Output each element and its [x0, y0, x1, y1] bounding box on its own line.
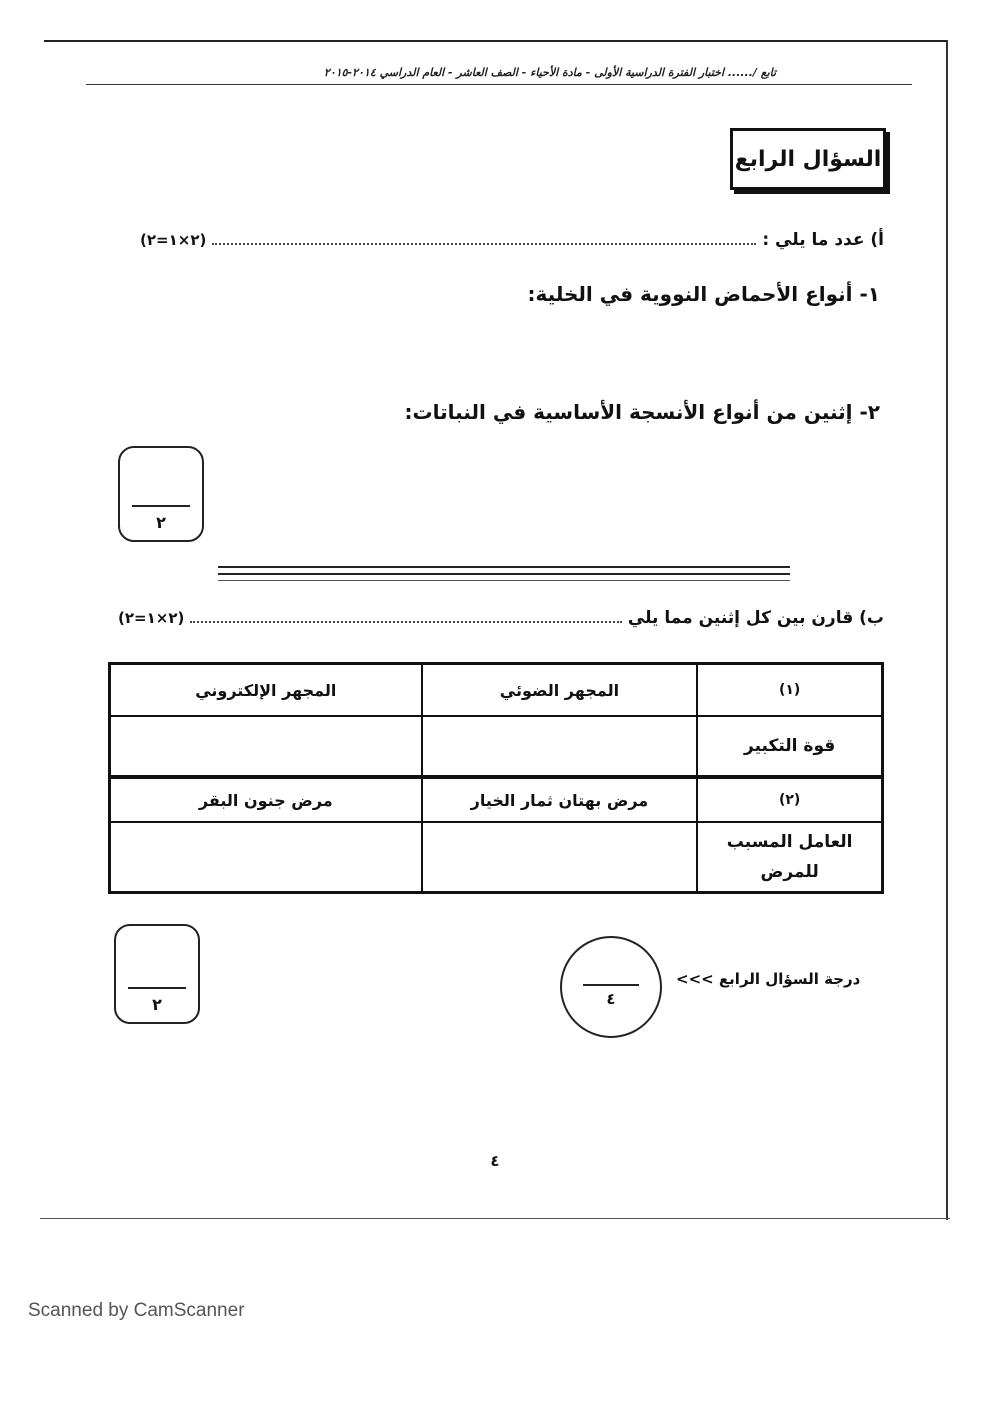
part-a-marks: (٢×١=٢)	[140, 231, 207, 249]
part-a-dotted-leader	[212, 233, 756, 245]
part-b-score-box	[114, 924, 200, 1024]
part-a-score-box	[118, 446, 204, 542]
compare-item-2: المجهر الإلكتروني	[110, 664, 422, 717]
score-fraction-bar	[132, 505, 190, 507]
part-b-heading	[118, 608, 884, 628]
part-b-label: ب) قارن بين كل إثنين مما يلي	[627, 608, 884, 628]
total-score-circle	[560, 936, 662, 1038]
part-a-item-1: ١- أنواع الأحماض النووية في الخلية:	[527, 282, 880, 306]
table-row	[110, 716, 883, 777]
section-title: السؤال الرابع	[734, 146, 882, 172]
part-b-dotted-leader	[190, 611, 622, 623]
comparison-table	[108, 662, 884, 894]
page-border-top	[44, 40, 948, 42]
part-a-heading	[140, 230, 884, 250]
scanner-watermark: Scanned by CamScanner	[28, 1300, 245, 1321]
header-divider	[86, 84, 912, 85]
exam-header: تابع /...... اختبار الفترة الدراسية الأولى - مادة الأحياء - الصف العاشر - العام الدراسي ٢٠١٤-٢٠١٥	[323, 66, 777, 79]
answer-cell[interactable]	[110, 716, 422, 777]
part-b-marks: (٢×١=٢)	[118, 609, 185, 627]
table-row	[110, 664, 883, 717]
page-border-right	[946, 40, 948, 1220]
row-number: (٢)	[697, 777, 882, 822]
comparison-criterion: قوة التكبير	[697, 716, 882, 777]
table-row	[110, 822, 883, 893]
row-number: (١)	[697, 664, 882, 717]
section-separator	[218, 580, 790, 581]
section-title-box	[730, 128, 886, 190]
part-a-item-2: ٢- إثنين من أنواع الأنسجة الأساسية في النباتات:	[404, 400, 880, 424]
section-separator	[218, 573, 790, 575]
total-score-label: درجة السؤال الرابع >>>	[676, 970, 861, 988]
page-border-bottom	[40, 1218, 950, 1219]
part-a-label: أ) عدد ما يلي :	[762, 230, 884, 250]
score-fraction-bar	[128, 987, 186, 989]
section-separator	[218, 566, 790, 568]
compare-item-1: مرض بهتان ثمار الخيار	[422, 777, 698, 822]
compare-item-1: المجهر الضوئي	[422, 664, 698, 717]
answer-cell[interactable]	[422, 822, 698, 893]
answer-cell[interactable]	[110, 822, 422, 893]
table-row	[110, 777, 883, 822]
part-a-score-denominator: ٢	[156, 513, 166, 532]
score-fraction-bar	[583, 984, 639, 986]
page-number: ٤	[490, 1152, 500, 1170]
part-b-score-denominator: ٢	[152, 995, 162, 1014]
total-score-denominator: ٤	[606, 990, 616, 1008]
comparison-criterion: العامل المسبب للمرض	[697, 822, 882, 893]
compare-item-2: مرض جنون البقر	[110, 777, 422, 822]
answer-cell[interactable]	[422, 716, 698, 777]
